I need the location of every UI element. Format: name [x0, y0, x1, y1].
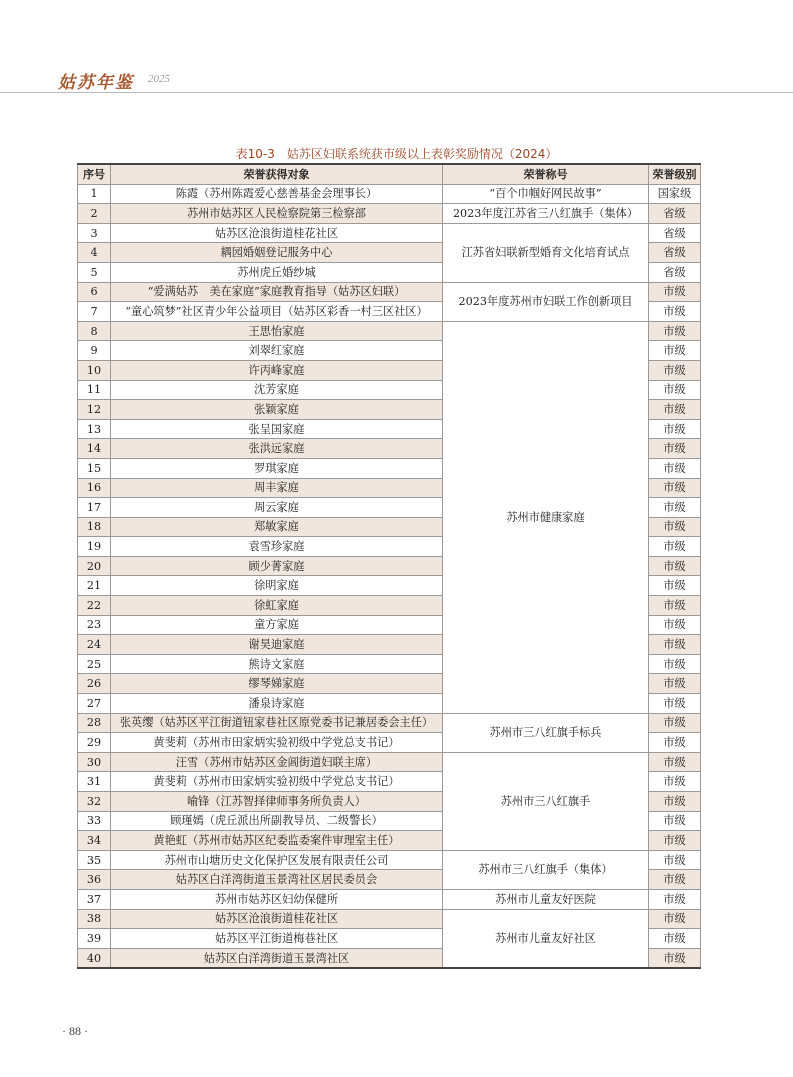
recipient-cell: 姑苏区平江街道梅巷社区	[111, 929, 443, 949]
column-header-level: 荣誉级别	[649, 164, 701, 184]
honor-level-cell: 市级	[649, 733, 701, 753]
recipient-cell: “童心筑梦”社区青少年公益项目（姑苏区彩香一村三区社区）	[111, 302, 443, 322]
honor-title-cell: 苏州市儿童友好医院	[443, 889, 649, 909]
honor-level-cell: 市级	[649, 615, 701, 635]
honor-level-cell: 市级	[649, 576, 701, 596]
honor-title-cell: 苏州市儿童友好社区	[443, 909, 649, 968]
honor-level-cell: 市级	[649, 889, 701, 909]
row-number: 34	[78, 831, 111, 851]
row-number: 20	[78, 556, 111, 576]
honor-title-cell: “百个巾帼好网民故事”	[443, 184, 649, 204]
recipient-cell: 顾瑾嫣（虎丘派出所副教导员、二级警长）	[111, 811, 443, 831]
table-caption: 表10-3 姑苏区妇联系统获市级以上表彰奖励情况（2024）	[235, 147, 558, 161]
row-number: 17	[78, 498, 111, 518]
honor-level-cell: 市级	[649, 380, 701, 400]
row-number: 27	[78, 694, 111, 714]
recipient-cell: 王思怡家庭	[111, 321, 443, 341]
row-number: 16	[78, 478, 111, 498]
honor-level-cell: 市级	[649, 596, 701, 616]
recipient-cell: 张颖家庭	[111, 400, 443, 420]
page-header	[0, 0, 793, 93]
row-number: 12	[78, 400, 111, 420]
recipient-cell: 陈霞（苏州陈霞爱心慈善基金会理事长）	[111, 184, 443, 204]
recipient-cell: 罗琪家庭	[111, 458, 443, 478]
recipient-cell: 刘翠红家庭	[111, 341, 443, 361]
row-number: 40	[78, 948, 111, 968]
row-number: 5	[78, 262, 111, 282]
table-row	[78, 184, 701, 204]
honor-level-cell: 市级	[649, 635, 701, 655]
row-number: 10	[78, 360, 111, 380]
honor-level-cell: 市级	[649, 498, 701, 518]
column-header-title: 荣誉称号	[443, 164, 649, 184]
honor-level-cell: 市级	[649, 360, 701, 380]
honor-level-cell: 市级	[649, 537, 701, 557]
table-row	[78, 204, 701, 224]
honor-level-cell: 市级	[649, 400, 701, 420]
recipient-cell: 周丰家庭	[111, 478, 443, 498]
row-number: 21	[78, 576, 111, 596]
recipient-cell: 姑苏区沧浪街道桂花社区	[111, 223, 443, 243]
honor-level-cell: 市级	[649, 478, 701, 498]
row-number: 3	[78, 223, 111, 243]
row-number: 39	[78, 929, 111, 949]
table-row	[78, 713, 701, 733]
recipient-cell: 黄斐莉（苏州市田家炳实验初级中学党总支书记）	[111, 772, 443, 792]
honor-level-cell: 市级	[649, 458, 701, 478]
row-number: 8	[78, 321, 111, 341]
honor-level-cell: 市级	[649, 556, 701, 576]
honor-level-cell: 市级	[649, 341, 701, 361]
recipient-cell: 缪琴娣家庭	[111, 674, 443, 694]
row-number: 2	[78, 204, 111, 224]
row-number: 1	[78, 184, 111, 204]
table-row	[78, 282, 701, 302]
recipient-cell: 苏州市山塘历史文化保护区发展有限责任公司	[111, 850, 443, 870]
honor-level-cell: 省级	[649, 204, 701, 224]
recipient-cell: 张英缨（姑苏区平江街道钮家巷社区原党委书记兼居委会主任）	[111, 713, 443, 733]
recipient-cell: “爱满姑苏 美在家庭”家庭教育指导（姑苏区妇联）	[111, 282, 443, 302]
recipient-cell: 徐明家庭	[111, 576, 443, 596]
table-row	[78, 321, 701, 341]
recipient-cell: 许丙峰家庭	[111, 360, 443, 380]
honor-title-cell: 苏州市三八红旗手	[443, 752, 649, 850]
honor-level-cell: 市级	[649, 929, 701, 949]
recipient-cell: 姑苏区白洋湾街道玉景湾社区	[111, 948, 443, 968]
honor-level-cell: 国家级	[649, 184, 701, 204]
honor-level-cell: 市级	[649, 948, 701, 968]
recipient-cell: 张洪远家庭	[111, 439, 443, 459]
honor-level-cell: 市级	[649, 302, 701, 322]
honor-level-cell: 省级	[649, 243, 701, 263]
table-row	[78, 850, 701, 870]
recipient-cell: 黄斐莉（苏州市田家炳实验初级中学党总支书记）	[111, 733, 443, 753]
honor-level-cell: 市级	[649, 713, 701, 733]
recipient-cell: 谢昊迪家庭	[111, 635, 443, 655]
recipient-cell: 潘泉诗家庭	[111, 694, 443, 714]
yearbook-brand: 姑苏年鉴	[58, 73, 134, 93]
yearbook-year: 2025	[148, 73, 170, 85]
row-number: 25	[78, 654, 111, 674]
honor-level-cell: 市级	[649, 831, 701, 851]
recipient-cell: 袁雪珍家庭	[111, 537, 443, 557]
table-row	[78, 752, 701, 772]
row-number: 7	[78, 302, 111, 322]
row-number: 14	[78, 439, 111, 459]
row-number: 36	[78, 870, 111, 890]
recipient-cell: 徐虹家庭	[111, 596, 443, 616]
row-number: 24	[78, 635, 111, 655]
row-number: 29	[78, 733, 111, 753]
recipient-cell: 苏州市姑苏区妇幼保健所	[111, 889, 443, 909]
recipient-cell: 童方家庭	[111, 615, 443, 635]
table-header-row	[78, 164, 701, 184]
table-row	[78, 889, 701, 909]
recipient-cell: 姑苏区沧浪街道桂花社区	[111, 909, 443, 929]
honor-level-cell: 市级	[649, 909, 701, 929]
honor-level-cell: 市级	[649, 517, 701, 537]
recipient-cell: 喻锋（江苏智择律师事务所负责人）	[111, 792, 443, 812]
row-number: 15	[78, 458, 111, 478]
honor-level-cell: 市级	[649, 870, 701, 890]
recipient-cell: 熊诗文家庭	[111, 654, 443, 674]
honor-level-cell: 市级	[649, 654, 701, 674]
table-row	[78, 223, 701, 243]
row-number: 35	[78, 850, 111, 870]
honor-title-cell: 2023年度苏州市妇联工作创新项目	[443, 282, 649, 321]
recipient-cell: 沈芳家庭	[111, 380, 443, 400]
honor-level-cell: 省级	[649, 223, 701, 243]
recipient-cell: 黄艳虹（苏州市姑苏区纪委监委案件审理室主任）	[111, 831, 443, 851]
row-number: 26	[78, 674, 111, 694]
honor-level-cell: 市级	[649, 282, 701, 302]
recipient-cell: 耦园婚姻登记服务中心	[111, 243, 443, 263]
honor-level-cell: 市级	[649, 694, 701, 714]
recipient-cell: 苏州市姑苏区人民检察院第三检察部	[111, 204, 443, 224]
column-header-no: 序号	[78, 164, 111, 184]
row-number: 28	[78, 713, 111, 733]
honor-level-cell: 市级	[649, 811, 701, 831]
column-header-recipient: 荣誉获得对象	[111, 164, 443, 184]
honor-level-cell: 市级	[649, 439, 701, 459]
row-number: 38	[78, 909, 111, 929]
row-number: 6	[78, 282, 111, 302]
recipient-cell: 顾少菁家庭	[111, 556, 443, 576]
row-number: 4	[78, 243, 111, 263]
recipient-cell: 姑苏区白洋湾街道玉景湾社区居民委员会	[111, 870, 443, 890]
honor-level-cell: 省级	[649, 262, 701, 282]
honor-level-cell: 市级	[649, 850, 701, 870]
honor-level-cell: 市级	[649, 792, 701, 812]
honor-level-cell: 市级	[649, 419, 701, 439]
honor-level-cell: 市级	[649, 674, 701, 694]
row-number: 19	[78, 537, 111, 557]
row-number: 22	[78, 596, 111, 616]
row-number: 13	[78, 419, 111, 439]
awards-table	[77, 163, 701, 969]
recipient-cell: 周云家庭	[111, 498, 443, 518]
recipient-cell: 苏州虎丘婚纱城	[111, 262, 443, 282]
honor-title-cell: 苏州市健康家庭	[443, 321, 649, 713]
row-number: 9	[78, 341, 111, 361]
row-number: 31	[78, 772, 111, 792]
row-number: 11	[78, 380, 111, 400]
honor-title-cell: 苏州市三八红旗手（集体）	[443, 850, 649, 889]
row-number: 23	[78, 615, 111, 635]
row-number: 30	[78, 752, 111, 772]
row-number: 37	[78, 889, 111, 909]
row-number: 32	[78, 792, 111, 812]
table-body	[78, 184, 701, 968]
honor-title-cell: 江苏省妇联新型婚育文化培育试点	[443, 223, 649, 282]
recipient-cell: 张呈国家庭	[111, 419, 443, 439]
honor-title-cell: 2023年度江苏省三八红旗手（集体）	[443, 204, 649, 224]
page-number: · 88 ·	[62, 1024, 88, 1038]
table-row	[78, 909, 701, 929]
recipient-cell: 汪雪（苏州市姑苏区金阊街道妇联主席）	[111, 752, 443, 772]
row-number: 18	[78, 517, 111, 537]
row-number: 33	[78, 811, 111, 831]
honor-level-cell: 市级	[649, 321, 701, 341]
honor-level-cell: 市级	[649, 752, 701, 772]
recipient-cell: 郑敏家庭	[111, 517, 443, 537]
honor-title-cell: 苏州市三八红旗手标兵	[443, 713, 649, 752]
honor-level-cell: 市级	[649, 772, 701, 792]
